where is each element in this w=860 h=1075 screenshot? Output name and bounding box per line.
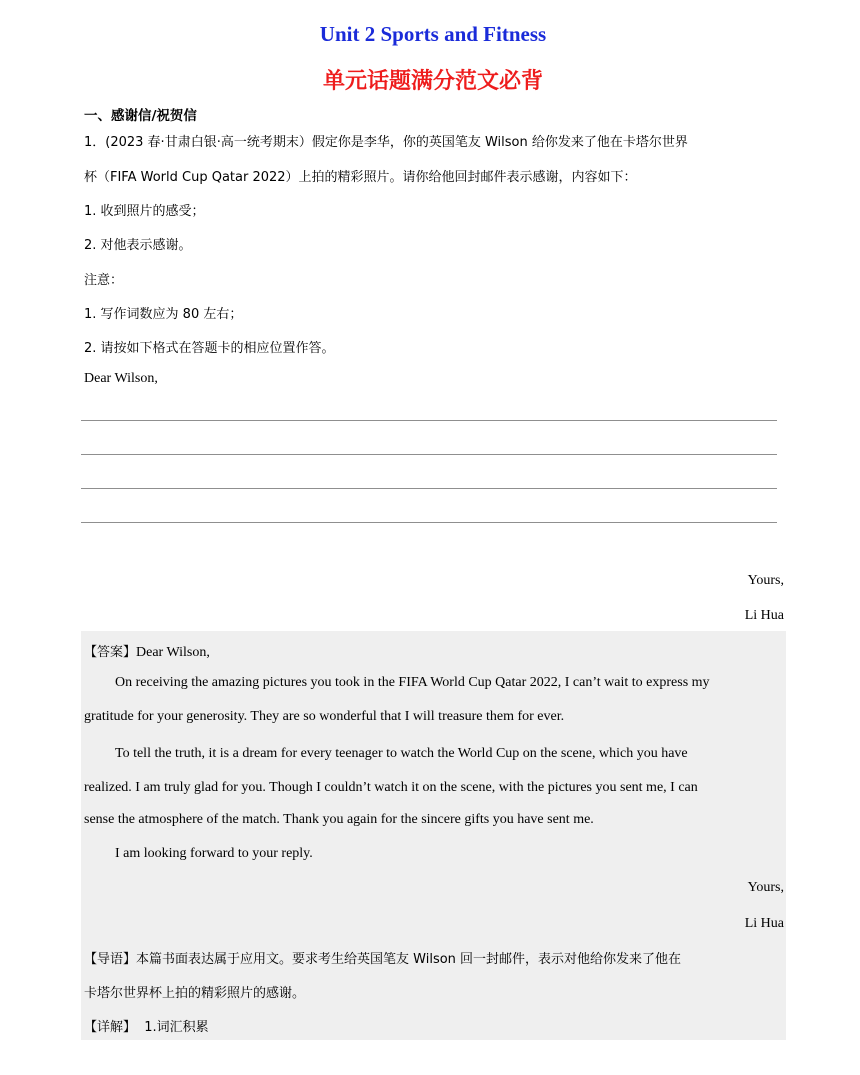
page-title-cn: 单元话题满分范文必背	[322, 69, 543, 94]
answer-rule-line	[81, 454, 777, 455]
detail-line	[84, 1016, 209, 1035]
answer-rule-line	[81, 522, 777, 523]
guide-label: 【导语】	[84, 952, 137, 967]
answer-p2-line-1: To tell the truth, it is a dream for every teenager to watch the World Cup on the scene, which you have	[115, 746, 688, 761]
question-point-1: 1. 收到照片的感受；	[84, 204, 205, 219]
answer-p3: I am looking forward to your reply.	[115, 846, 313, 861]
page-title-en: Unit 2 Sports and Fitness	[319, 22, 547, 46]
detail-label: 【详解】	[84, 1020, 137, 1035]
answer-rule-line	[81, 488, 777, 489]
answer-p1-line-1: On receiving the amazing pictures you took in the FIFA World Cup Qatar 2022, I can’t wait to express my	[115, 675, 710, 690]
guide-text-1: 本篇书面表达属于应用文。要求考生给英国笔友 Wilson 回一封邮件，表示对他给你发来了他在	[136, 952, 682, 967]
guide-line-2: 卡塔尔世界杯上拍的精彩照片的感谢。	[84, 986, 306, 1001]
question-point-2: 2. 对他表示感谢。	[84, 238, 192, 253]
answer-box	[81, 631, 786, 1040]
question-salutation: Dear Wilson,	[84, 371, 158, 386]
answer-p1-line-2: gratitude for your generosity. They are so wonderful that I will treasure them for ever.	[84, 709, 565, 724]
guide-line-1	[84, 948, 681, 967]
answer-p2-line-3: sense the atmosphere of the match. Thank you again for the sincere gifts you have sent me.	[84, 812, 594, 827]
answer-signature: Li Hua	[744, 916, 784, 931]
question-signature: Li Hua	[744, 608, 784, 623]
question-note-2: 2. 请按如下格式在答题卡的相应位置作答。	[84, 341, 335, 356]
answer-label: 【答案】	[84, 645, 137, 660]
answer-heading	[84, 641, 210, 661]
detail-text: 1.词汇积累	[144, 1020, 209, 1035]
answer-closing: Yours,	[747, 880, 784, 895]
answer-rule-line	[81, 420, 777, 421]
question-line-1: 1．(2023 春·甘肃白银·高一统考期末）假定你是李华，你的英国笔友 Wilson 给你发来了他在卡塔尔世界	[84, 135, 688, 150]
answer-salutation: Dear Wilson,	[136, 645, 210, 660]
section-heading: 一、感谢信/祝贺信	[84, 108, 197, 124]
question-closing: Yours,	[747, 573, 784, 588]
question-line-2: 杯（FIFA World Cup Qatar 2022）上拍的精彩照片。请你给他回封邮件表示感谢，内容如下：	[84, 170, 637, 185]
answer-p2-line-2: realized. I am truly glad for you. Though I couldn’t watch it on the scene, with the pictures you sent me, I can	[84, 780, 698, 795]
question-note-label: 注意：	[84, 273, 124, 288]
question-note-1: 1. 写作词数应为 80 左右；	[84, 307, 243, 322]
